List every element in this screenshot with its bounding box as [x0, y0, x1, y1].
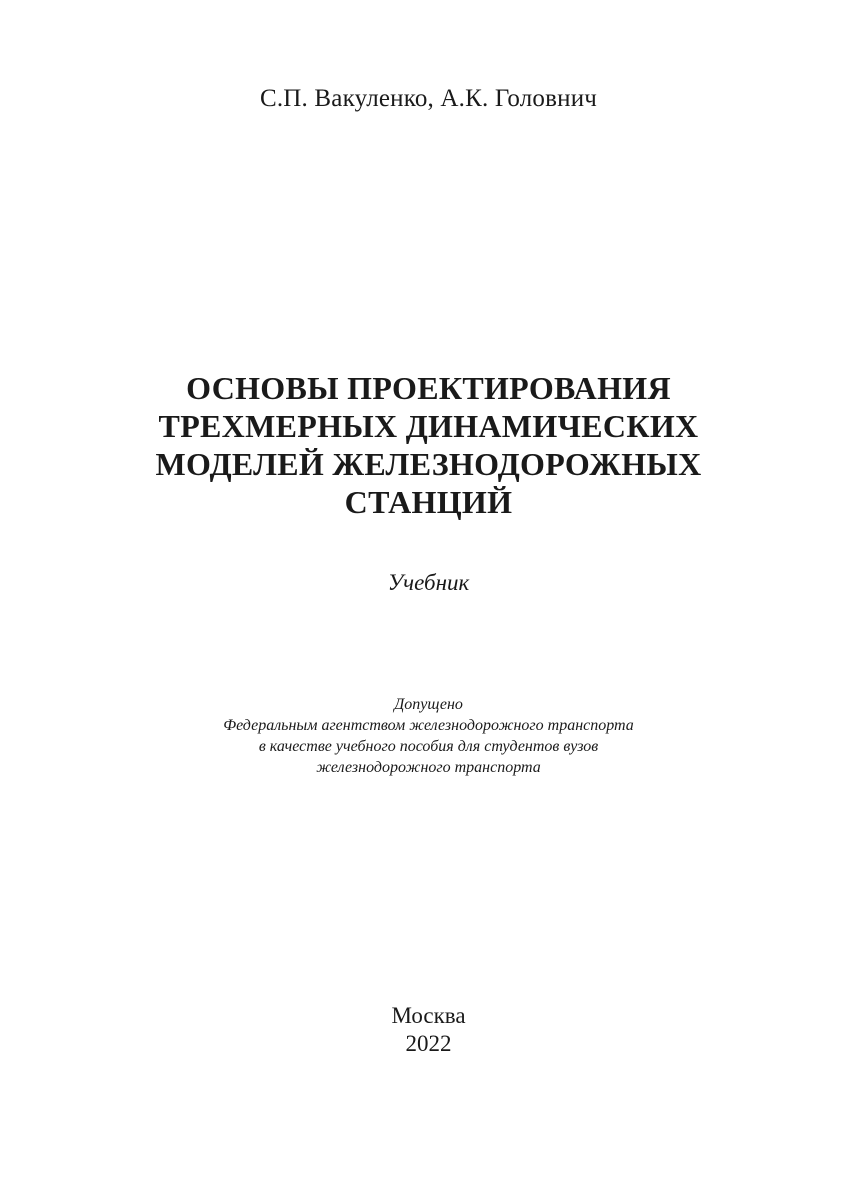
title-line: ОСНОВЫ ПРОЕКТИРОВАНИЯ	[186, 370, 671, 406]
approval-line: в качестве учебного пособия для студентов вузов	[258, 738, 599, 755]
genre-label: Учебник	[387, 570, 470, 595]
title-line: МОДЕЛЕЙ ЖЕЛЕЗНОДОРОЖНЫХ	[155, 446, 702, 482]
approval-line: Допущено	[394, 696, 463, 713]
approval-line: Федеральным агентством железнодорожного транспорта	[223, 717, 634, 734]
authors: С.П. Вакуленко, А.К. Головнич	[259, 85, 598, 112]
publication-city: Москва	[391, 1003, 466, 1028]
approval-line: железнодорожного транспорта	[316, 759, 541, 776]
title-line: ТРЕХМЕРНЫХ ДИНАМИЧЕСКИХ	[158, 408, 699, 444]
book-title	[0, 369, 857, 521]
publication-year: 2022	[405, 1031, 452, 1056]
approval-note	[0, 694, 857, 778]
title-line: СТАНЦИЙ	[344, 484, 513, 520]
imprint	[0, 1002, 857, 1058]
